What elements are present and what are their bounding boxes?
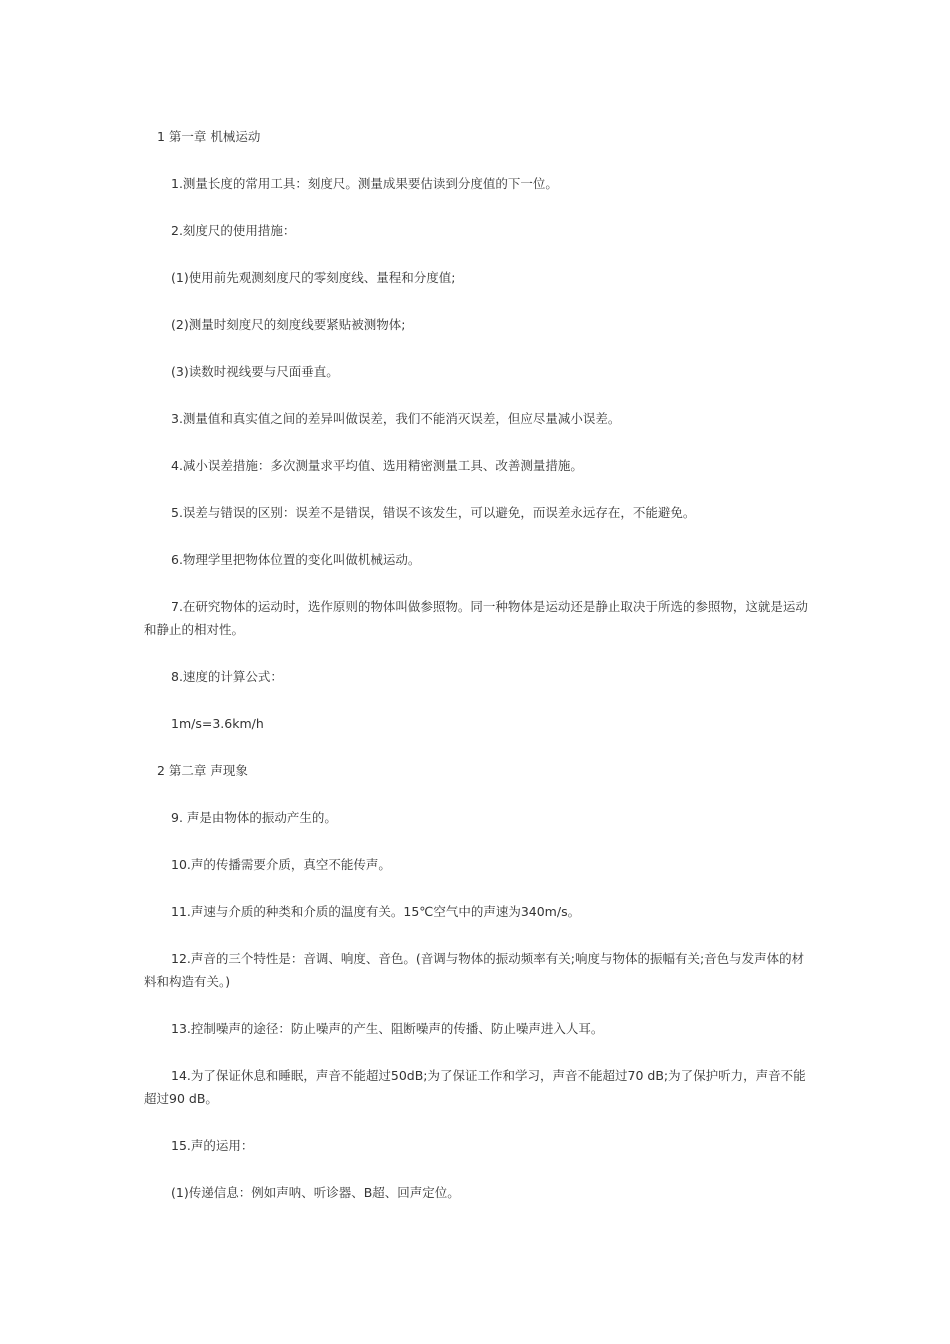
paragraph: 5.误差与错误的区别：误差不是错误，错误不该发生，可以避免，而误差永远存在，不能避免。 — [171, 505, 696, 520]
paragraph: 12.声音的三个特性是：音调、响度、音色。(音调与物体的振动频率有关;响度与物体的振幅有关;音色与发声体的材料和构造有关。) — [144, 951, 805, 989]
paragraph: (2)测量时刻度尺的刻度线要紧贴被测物体; — [171, 317, 406, 332]
paragraph: 9. 声是由物体的振动产生的。 — [171, 810, 337, 825]
paragraph: 2.刻度尺的使用措施： — [171, 223, 296, 238]
paragraph: 6.物理学里把物体位置的变化叫做机械运动。 — [171, 552, 421, 567]
paragraph: 15.声的运用： — [171, 1138, 254, 1153]
paragraph: 3.测量值和真实值之间的差异叫做误差，我们不能消灭误差，但应尽量减小误差。 — [171, 411, 621, 426]
paragraph: 4.减小误差措施：多次测量求平均值、选用精密测量工具、改善测量措施。 — [171, 458, 583, 473]
paragraph: 11.声速与介质的种类和介质的温度有关。15℃空气中的声速为340m/s。 — [171, 904, 581, 919]
chapter-heading: 1 第一章 机械运动 — [157, 129, 261, 144]
chapter-heading: 2 第二章 声现象 — [157, 763, 248, 778]
paragraph: (1)使用前先观测刻度尺的零刻度线、量程和分度值; — [171, 270, 456, 285]
paragraph: 14.为了保证休息和睡眠，声音不能超过50dB;为了保证工作和学习，声音不能超过70 dB;为了保护听力，声音不能超过90 dB。 — [144, 1068, 806, 1106]
paragraph: (1)传递信息：例如声呐、听诊器、B超、回声定位。 — [171, 1185, 460, 1200]
paragraph: (3)读数时视线要与尺面垂直。 — [171, 364, 339, 379]
paragraph: 1.测量长度的常用工具：刻度尺。测量成果要估读到分度值的下一位。 — [171, 176, 558, 191]
paragraph: 10.声的传播需要介质，真空不能传声。 — [171, 857, 391, 872]
document-body — [144, 125, 814, 1228]
paragraph: 13.控制噪声的途径：防止噪声的产生、阻断噪声的传播、防止噪声进入人耳。 — [171, 1021, 604, 1036]
formula-line: 1m/s=3.6km/h — [171, 716, 264, 731]
paragraph: 7.在研究物体的运动时，选作原则的物体叫做参照物。同一种物体是运动还是静止取决于所选的参照物，这就是运动和静止的相对性。 — [144, 599, 808, 637]
paragraph: 8.速度的计算公式： — [171, 669, 283, 684]
